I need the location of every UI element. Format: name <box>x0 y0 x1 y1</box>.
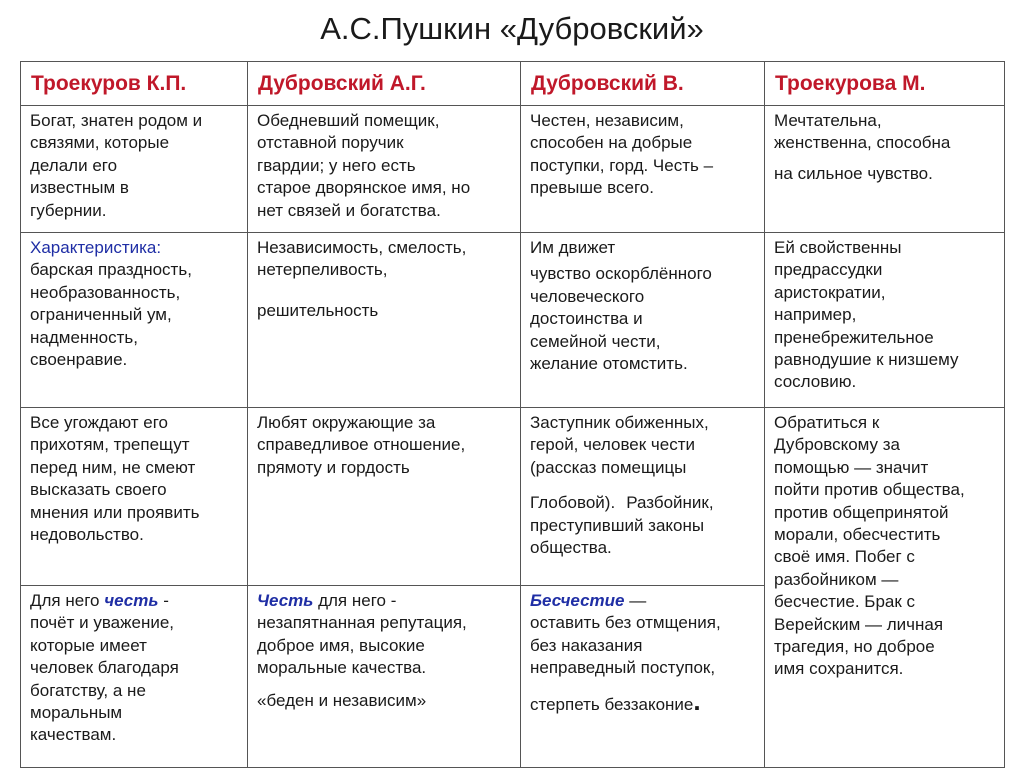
text-line: моральным <box>30 703 123 723</box>
text-line: гвардии; у него есть <box>257 155 416 175</box>
text-line: нет связей и богатства. <box>257 200 441 220</box>
text-line: для него - <box>313 591 397 610</box>
text-line: Верейским — личная <box>774 614 944 634</box>
text-line: общества. <box>530 538 612 558</box>
text-line: человеческого <box>530 286 645 306</box>
text-line: Обратиться к <box>774 413 880 432</box>
text-line: преступивший законы <box>530 515 705 535</box>
text-line: своенравие. <box>30 350 128 370</box>
text-line: известным в <box>30 178 129 198</box>
text-line: предрассудки <box>774 260 883 280</box>
header-dubrovsky-ag: Дубровский А.Г. <box>248 62 521 106</box>
text-line: (рассказ помещицы <box>530 457 687 477</box>
text-line: морали, обесчестить <box>774 525 941 545</box>
text-line: стерпеть беззаконие <box>530 694 694 714</box>
cell-r2-dubrovsky-ag <box>248 233 521 408</box>
text-line: без наказания <box>530 635 643 655</box>
text-line: которые имеет <box>30 635 147 655</box>
period-mark: . <box>693 685 701 716</box>
text-line: Честен, независим, <box>530 111 684 130</box>
text-line: неправедный поступок, <box>530 658 716 678</box>
spacer <box>257 680 512 690</box>
cell-r4-dubrovsky-ag <box>248 586 521 768</box>
text-line: качествам. <box>30 725 117 745</box>
emphasis-honor: честь <box>104 591 159 610</box>
text-line: старое дворянское имя, но <box>257 178 471 198</box>
text-line: трагедия, но доброе <box>774 637 935 657</box>
spacer <box>530 680 756 694</box>
spacer <box>530 479 756 492</box>
text-line: равнодушие к низшему <box>774 350 959 370</box>
text-line: недовольство. <box>30 525 144 545</box>
text-line: перед ним, не смеют <box>30 457 196 477</box>
text-line: Ей свойственны <box>774 238 902 257</box>
cell-r3-troekurov <box>21 408 248 586</box>
text-line: ограниченный ум, <box>30 305 172 325</box>
text-line: моральные качества. <box>257 658 427 678</box>
table-row <box>21 233 1005 408</box>
text-line: отставной поручик <box>257 133 404 153</box>
text-line: — <box>624 591 647 610</box>
cell-r3-dubrovsky-ag <box>248 408 521 586</box>
table-row <box>21 408 1005 586</box>
cell-r3-troekurova-m <box>765 408 1005 768</box>
text-line: помощью — значит <box>774 457 929 477</box>
text-line: Обедневший помещик, <box>257 111 440 130</box>
page-title: А.С.Пушкин «Дубровский» <box>320 11 704 46</box>
cell-r2-troekurov <box>21 233 248 408</box>
text-line: Для него <box>30 591 105 610</box>
text-line: губернии. <box>30 200 107 220</box>
text-line: разбойником — <box>774 569 899 589</box>
text-line: способен на добрые <box>530 133 693 153</box>
text-line: Все угождают его <box>30 413 168 432</box>
spacer <box>774 155 996 163</box>
text-line: надменность, <box>30 327 139 347</box>
header-troekurov: Троекуров К.П. <box>21 62 248 106</box>
cell-r1-dubrovsky-v <box>521 106 765 233</box>
text-line: герой, человек чести <box>530 435 695 455</box>
emphasis-dishonor: Бесчестие <box>530 591 625 610</box>
text-line: аристократии, <box>774 282 886 302</box>
text-line: нетерпеливость, <box>257 260 388 280</box>
cell-r4-troekurov <box>21 586 248 768</box>
text-line: Заступник обиженных, <box>530 413 709 432</box>
cell-r2-troekurova-m <box>765 233 1005 408</box>
text-line: достоинства и <box>530 309 643 329</box>
text-line: бесчестие. Брак с <box>774 592 916 612</box>
spacer <box>530 259 756 263</box>
cell-r1-troekurov <box>21 106 248 233</box>
text-line: прямоту и гордость <box>257 457 410 477</box>
text-line: решительность <box>257 300 379 320</box>
text-line: Разбойник, <box>626 493 714 513</box>
table-row <box>21 106 1005 233</box>
text-line: богатству, а не <box>30 680 146 700</box>
text-line: высказать своего <box>30 480 167 500</box>
header-dubrovsky-v: Дубровский В. <box>521 62 765 106</box>
cell-r2-dubrovsky-v <box>521 233 765 408</box>
header-row <box>21 62 1005 106</box>
character-table <box>20 61 1005 768</box>
text-line: желание отомстить. <box>530 354 688 374</box>
text-line: делали его <box>30 155 118 175</box>
text-line: Дубровскому за <box>774 435 900 455</box>
text-line: справедливое отношение, <box>257 435 466 455</box>
text-line: на сильное чувство. <box>774 163 933 183</box>
text-line: сословию. <box>774 372 857 392</box>
header-troekurova-m: Троекурова М. <box>765 62 1005 106</box>
text-line: Им движет <box>530 238 616 257</box>
text-line: связями, которые <box>30 133 170 153</box>
text-line: имя сохранится. <box>774 659 904 679</box>
text-line: доброе имя, высокие <box>257 635 425 655</box>
quote-line: «беден и независим» <box>257 690 427 710</box>
text-line: Богат, знатен родом и <box>30 111 203 130</box>
text-line: - <box>158 591 169 610</box>
text-line: поступки, горд. Честь – <box>530 155 714 175</box>
text-line: семейной чести, <box>530 331 661 351</box>
text-line: пренебрежительное <box>774 327 934 347</box>
text-line: барская праздность, <box>30 260 192 280</box>
text-line: прихотям, трепещут <box>30 435 190 455</box>
text-line: пойти против общества, <box>774 480 965 500</box>
text-line: незапятнанная репутация, <box>257 613 467 633</box>
cell-r3-dubrovsky-v <box>521 408 765 586</box>
text-line: мнения или проявить <box>30 502 200 522</box>
text-line: необразованность, <box>30 282 181 302</box>
characteristic-label: Характеристика: <box>30 238 162 257</box>
cell-r1-dubrovsky-ag <box>248 106 521 233</box>
text-line: чувство оскорблённого <box>530 264 712 284</box>
text-line: против общепринятой <box>774 502 949 522</box>
text-line: превыше всего. <box>530 178 654 198</box>
text-line: почёт и уважение, <box>30 613 175 633</box>
text-line: Любят окружающие за <box>257 413 436 432</box>
spacer <box>257 282 512 300</box>
text-line: Глобовой). <box>530 493 616 513</box>
text-line: оставить без отмщения, <box>530 613 721 633</box>
text-line: своё имя. Побег с <box>774 547 915 567</box>
text-line: человек благодаря <box>30 658 179 678</box>
text-line: Мечтательна, <box>774 111 882 130</box>
text-line: женственна, способна <box>774 133 951 153</box>
cell-r4-dubrovsky-v <box>521 586 765 768</box>
emphasis-honor: Честь <box>257 591 314 610</box>
text-line: например, <box>774 305 857 325</box>
cell-r1-troekurova-m <box>765 106 1005 233</box>
text-line: Независимость, смелость, <box>257 238 467 257</box>
